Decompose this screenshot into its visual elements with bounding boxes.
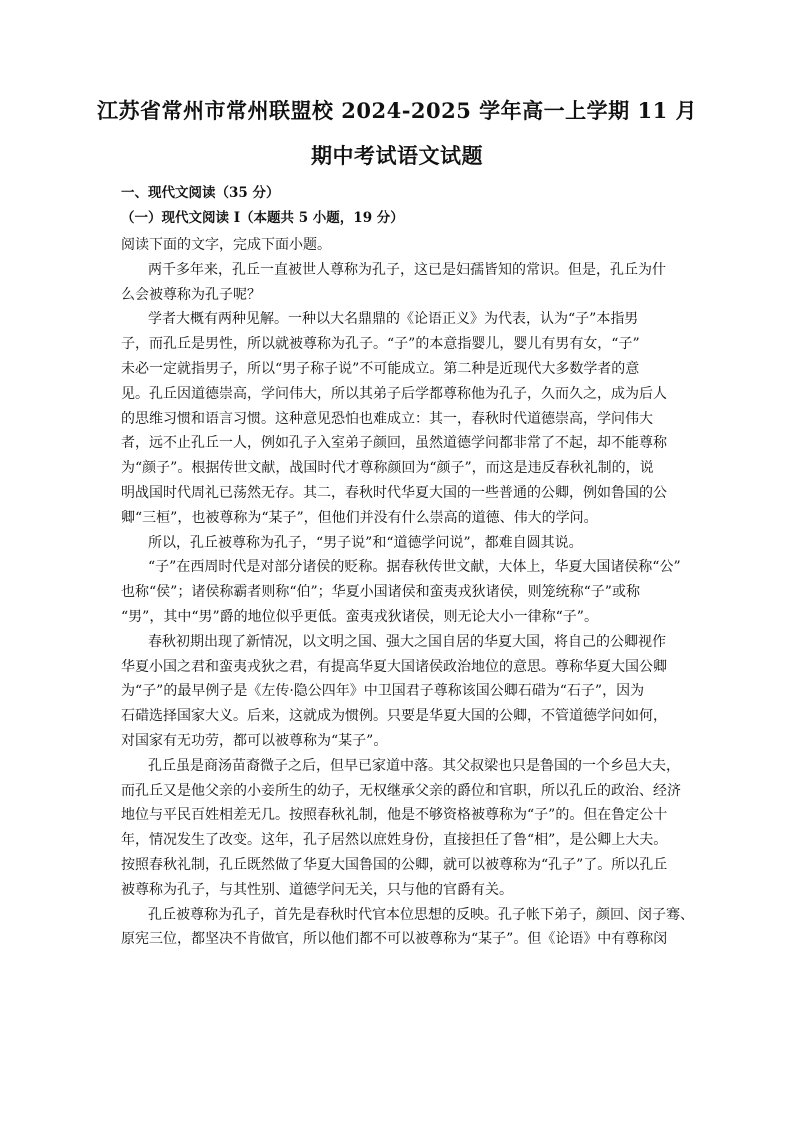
document-title-line-2: 期中考试语文试题 (311, 143, 483, 168)
passage-line: 石碏选择国家大义。后来，这就成为惯例。只要是华夏大国的公卿，不管道德学问如何， (121, 708, 667, 725)
passage-line: 学者大概有两种见解。一种以大名鼎鼎的《论语正义》为代表，认为“子”本指男 (148, 311, 639, 328)
passage-line: 者，远不止孔丘一人，例如孔子入室弟子颜回，虽然道德学问都非常了不起，却不能尊称 (121, 435, 667, 452)
passage-line: 所以，孔丘被尊称为孔子，“男子说”和“道德学问说”，都难自圆其说。 (148, 534, 583, 551)
passage-line: 也称“侯”；诸侯称霸者则称“伯”；华夏小国诸侯和蛮夷戎狄诸侯，则笼统称“子”或称 (121, 584, 640, 601)
passage-line: 地位与平民百姓相差无几。按照春秋礼制，他是不够资格被尊称为“子”的。但在鲁定公十 (121, 807, 668, 824)
passage-line: “男”，其中“男”爵的地位似乎更低。蛮夷戎狄诸侯，则无论大小一律称“子”。 (121, 608, 598, 625)
section-heading: 一、现代文阅读（35 分） (121, 185, 280, 201)
passage-line: 年，情况发生了改变。这年，孔子居然以庶姓身份，直接担任了鲁“相”，是公卿上大夫。 (121, 832, 668, 849)
passage-line: 见。孔丘因道德崇高，学问伟大，所以其弟子后学都尊称他为孔子，久而久之，成为后人 (121, 385, 667, 402)
passage-line: 的思维习惯和语言习惯。这种意见恐怕也难成立：其一，春秋时代道德崇高，学问伟大 (121, 410, 653, 427)
passage-line: 春秋初期出现了新情况，以文明之国、强大之国自居的华夏大国，将自己的公卿视作 (148, 633, 666, 650)
passage-line: 孔丘被尊称为孔子，首先是春秋时代官本位思想的反映。孔子帐下弟子，颜回、闵子骞、 (148, 906, 694, 923)
passage-line: 阅读下面的文字，完成下面小题。 (121, 237, 331, 253)
passage-line: 被尊称为孔子，与其性别、道德学问无关，只与他的官爵有关。 (121, 881, 513, 898)
passage-line: 按照春秋礼制，孔丘既然做了华夏大国鲁国的公卿，就可以被尊称为“孔子”了。所以孔丘 (121, 856, 668, 873)
passage-line: 华夏小国之君和蛮夷戎狄之君，有提高华夏大国诸侯政治地位的意思。尊称华夏大国公卿 (121, 658, 667, 675)
passage-line: 两千多年来，孔丘一直被世人尊称为孔子，这已是妇孺皆知的常识。但是，孔丘为什 (148, 261, 666, 278)
passage-body (121, 233, 694, 952)
passage-line: 为“颜子”。根据传世文献，战国时代才尊称颜回为“颜子”，而这是违反春秋礼制的，说 (121, 460, 654, 477)
passage-line: 明战国时代周礼已荡然无存。其二，春秋时代华夏大国的一些普通的公卿，例如鲁国的公 (121, 484, 667, 501)
passage-line: “子”在西周时代是对部分诸侯的贬称。据春秋传世文献，大体上，华夏大国诸侯称“公” (148, 559, 681, 576)
passage-line: 为“子”的最早例子是《左传·隐公四年》中卫国君子尊称该国公卿石碏为“石子”，因为 (121, 683, 645, 700)
passage-line: 么会被尊称为孔子呢？ (121, 286, 261, 303)
passage-line: 对国家有无功劳，都可以被尊称为“某子”。 (121, 732, 388, 749)
passage-line: 原宪三位，都坚决不肯做官，所以他们都不可以被尊称为“某子”。但《论语》中有尊称闵 (121, 931, 668, 948)
passage-line: 卿“三桓”，也被尊称为“某子”，但他们并没有什么崇高的道德、伟大的学问。 (121, 509, 598, 526)
passage-line: 未必一定就指男子，所以“男子称子说”不可能成立。第二种是近现代大多数学者的意 (121, 360, 640, 377)
document-title-line-1: 江苏省常州市常州联盟校 2024-2025 学年高一上学期 11 月 (96, 98, 698, 123)
subsection-heading: （一）现代文阅读 I（本题共 5 小题，19 分） (121, 210, 404, 226)
passage-line: 而孔丘又是他父亲的小妾所生的幼子，无权继承父亲的爵位和官职，所以孔丘的政治、经济 (121, 782, 681, 799)
passage-line: 子，而孔丘是男性，所以就被尊称为孔子。“子”的本意指婴儿，婴儿有男有女，“子” (121, 336, 640, 353)
passage-line: 孔丘虽是商汤苗裔微子之后，但早已家道中落。其父叔梁也只是鲁国的一个乡邑大夫， (148, 757, 680, 774)
